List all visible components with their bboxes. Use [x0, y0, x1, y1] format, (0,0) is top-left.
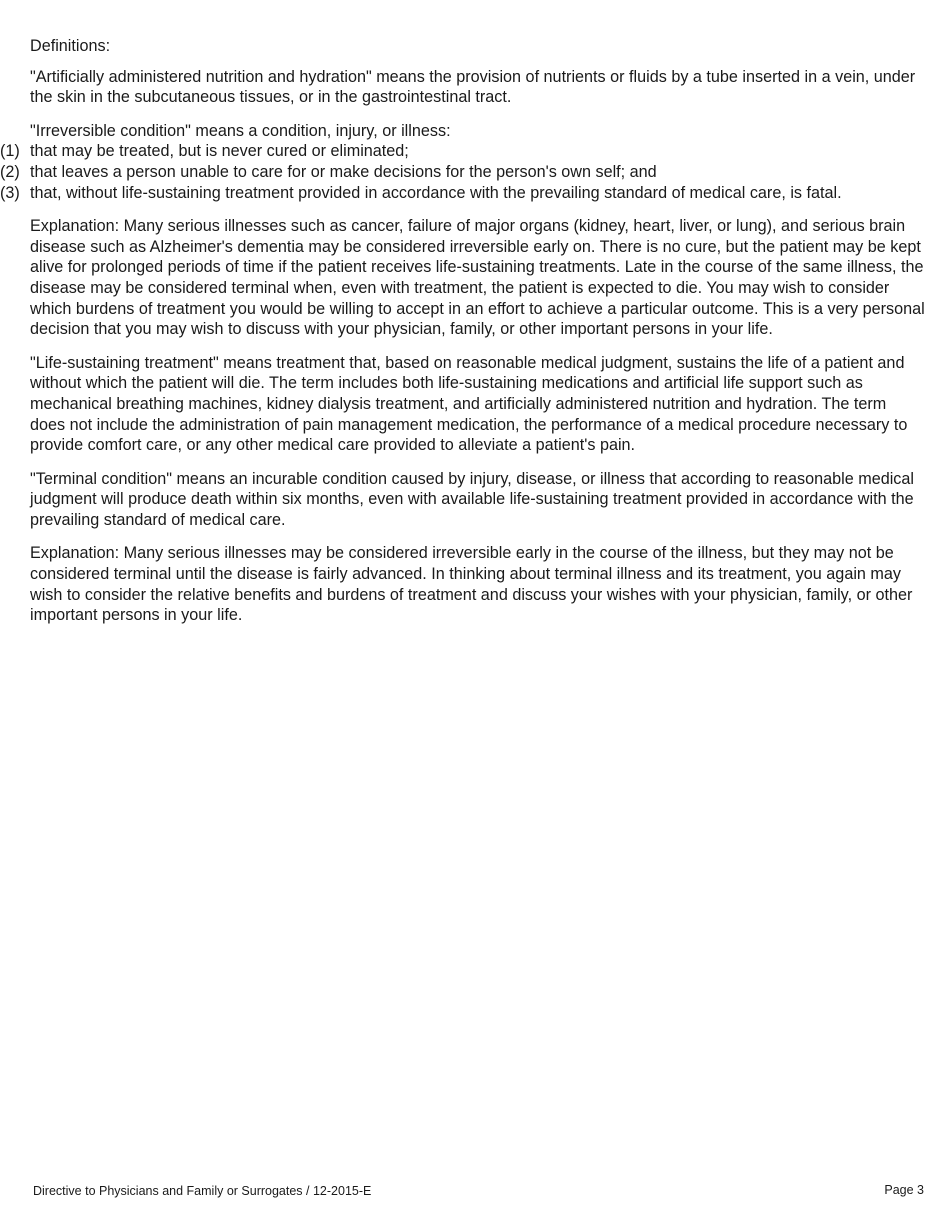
- irreversible-criteria-list: [0, 141, 925, 203]
- list-item-text: that, without life-sustaining treatment provided in accordance with the prevailing standard of medical care, is fatal.: [30, 183, 842, 202]
- list-item: [0, 141, 925, 162]
- irreversible-explanation: Explanation: Many serious illnesses such as cancer, failure of major organs (kidney, heart, liver, or lung), and serious brain disease such as Alzheimer's dementia may be considered irreversible early on. There is no cure, but the patient may be kept alive for prolonged periods of time if the patient receives life-sustaining treatments. Late in the course of the same illness, the disease may be considered terminal when, even with treatment, the patient is expected to die. You may wish to consider which burdens of treatment you would be willing to accept in an effort to achieve a particular outcome. This is a very personal decision that you may wish to discuss with your physician, family, or other important persons in your life.: [30, 217, 925, 339]
- list-item-number: (3): [0, 183, 20, 202]
- definition-life-sustaining: "Life-sustaining treatment" means treatment that, based on reasonable medical judgment, sustains the life of a patient and without which the patient will die. The term includes both life-sustaining medications and artificial life support such as mechanical breathing machines, kidney dialysis treatment, and artificially administered nutrition and hydration. The term does not include the administration of pain management medication, the performance of a medical procedure necessary to provide comfort care, or any other medical care provided to alleviate a patient's pain.: [30, 353, 908, 455]
- footer-form-name: Directive to Physicians and Family or Surrogates / 12-2015-E: [33, 1184, 372, 1198]
- definition-irreversible-intro: "Irreversible condition" means a condition, injury, or illness:: [30, 121, 451, 140]
- definitions-heading: Definitions:: [30, 37, 111, 55]
- list-item: [0, 183, 925, 204]
- list-item-text: that leaves a person unable to care for or make decisions for the person's own self; and: [30, 162, 657, 181]
- list-item-number: (2): [0, 162, 20, 181]
- definition-terminal: "Terminal condition" means an incurable condition caused by injury, disease, or illness that according to reasonable medical judgment will produce death within six months, even with available life-sustaining treatment provided in accordance with the prevailing standard of medical care.: [30, 469, 915, 529]
- list-item-text: that may be treated, but is never cured or eliminated;: [30, 142, 409, 161]
- document-body: [0, 36, 925, 639]
- list-item-number: (1): [0, 142, 20, 161]
- definition-anh: "Artificially administered nutrition and hydration" means the provision of nutrients or fluids by a tube inserted in a vein, under the skin in the subcutaneous tissues, or in the gastrointestinal tract.: [30, 67, 916, 107]
- footer-page-number: Page 3: [884, 1183, 924, 1197]
- terminal-explanation: Explanation: Many serious illnesses may be considered irreversible early in the course of the illness, but they may not be considered terminal until the disease is fairly advanced. In thinking about terminal illness and its treatment, you again may wish to consider the relative benefits and burdens of treatment and discuss your wishes with your physician, family, or other important persons in your life.: [30, 544, 913, 625]
- list-item: [0, 162, 925, 183]
